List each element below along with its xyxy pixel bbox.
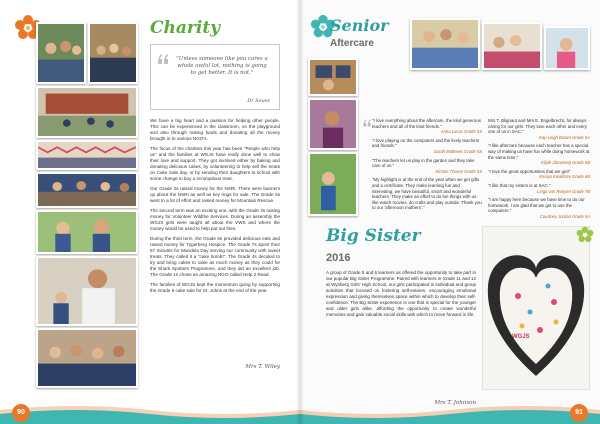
quote-item-text: "I love playing on the computers and the lively teachers and friends." [372, 137, 480, 149]
charity-paragraph: The families of WGJS kept the momentum going by supporting the Grade 5 cake sale for St. Johns at the end of the year. [150, 282, 280, 293]
photo-bunting-classroom [36, 140, 138, 170]
quote-item-text: "I like aftercare because each teacher has a special way of making us have fun while doing homework at the same time." [488, 143, 590, 160]
quote-item-author: Kesiya Kwakhize Grade 6B [539, 174, 590, 180]
quote-item-author: Linga van Rooyen Grade 7B [537, 188, 590, 194]
quote-marks-icon [362, 118, 372, 128]
charity-paragraph: We have a big heart and a passion for helping other people. This can be experienced in the classroom, on the playground and also through raising funds and donating all the money brought in to various NGO's. [150, 118, 280, 141]
big-sister-body: A group of Grade 5 and 6 learners as offered the opportunity to take part in our popular Big Sister Programme. Paired with learners in Grade 11 and 12 at Wynberg Girls' High School, our girls participated in individual and group activities that focused on fostering self-esteem, encouraging emotional expression and giving themselves space within which to develop their self-confidence. The Big Sister experience is one that is special for the younger and older girls alike, affording the opportunity to create wonderful memories and gain valuable social skills with which to move forward in life. [326, 270, 476, 317]
photo-group-seated [36, 172, 138, 208]
quotes-column-2 [488, 118, 590, 223]
quote-item [372, 118, 482, 135]
big-sister-signature: Mrs T. Johnson [434, 400, 476, 406]
charity-paragraph: Our Grade 2s raised money for the NSRI. There were banners up about the NSRI as well as key rings for sale. The Grade 5s went to a lot of effort and raised money for Mountain Rescue. [150, 186, 280, 203]
photo-girl-reading [308, 98, 358, 150]
book-gutter [296, 0, 304, 424]
charity-paragraph: The second term was an exciting one, with the Grade 3s raising money for Volunteer Wildfire Services. During an assembly the WGJS girls were taught all about the VWS and where the money would be used to help put out fires. [150, 208, 280, 231]
quote-item-text: "I like that my sisters is at SAC." [488, 182, 551, 188]
charity-paragraph: During the third term, the Grade 6s provided delicious eats and raised money for Tygerberg Hospice. The Grade 7s spent their 67 minutes for Mandela Day serving our community with sweet treats. They called it a "cake bomb!". The Grade 4s decided to try and bring cakes to raise as much money as they could for the Shark Spotters Programme, and they did an excellent job. The Grade 1s chose an amazing NGO called Help 2 Read. [150, 236, 280, 277]
big-sister-heading: Big Sister [326, 226, 421, 246]
quote-item-text: Mrs T. Blignaut and Mrs E. Engelbrecht, for always caring for our girls. They love each other and every one of us in SAC." [488, 118, 588, 135]
big-sister-year: 2016 [326, 252, 351, 264]
quote-marks-icon [156, 52, 170, 66]
charity-paragraph: The focus of the charities this year has been "People who help us" and the families at WGJS have really done well to show their love and support. They got involved either by baking and donating delicious cakes, by volunteering to help sell the treats on Cake Sale day, or by sending their daughters to school with some change to buy a scrumptious treat. [150, 146, 280, 181]
quote-item [488, 169, 590, 180]
photo-girls-outdoor [36, 210, 138, 254]
photo-cake-sale [36, 328, 138, 388]
flower-icon [576, 226, 594, 244]
quote-item [372, 158, 482, 175]
page-number: 91 [570, 404, 588, 422]
photo-man-with-children [36, 256, 138, 326]
heart-label: WGJS [512, 334, 530, 340]
bottom-wave [300, 400, 600, 424]
photo-garden-play [308, 152, 358, 216]
photo-school-courtyard [36, 86, 138, 138]
quote-item-author: Kirsten Thorne Grade 5S [435, 168, 482, 174]
photo-aftercare-group [482, 22, 542, 70]
quote-item-author: Courtney Jordan Grade 5A [539, 213, 590, 219]
quote-item [488, 118, 590, 140]
senior-heading: Senior [330, 16, 389, 35]
photo-aftercare-kids [410, 18, 480, 70]
photo-fundraiser-line [88, 22, 138, 84]
photo-computer-room [308, 58, 358, 96]
quote-attribution: Dr Seuss [247, 98, 270, 104]
quote-item-author: Elijah Zitoveneg Grade 6B [541, 160, 590, 166]
quote-item [488, 143, 590, 165]
heart-artwork [482, 226, 590, 390]
quote-item-text: "I love everything about the aftercare, the kind generous teachers and all of the kind friends." [372, 118, 481, 129]
charity-signature: Mrs T. Wiley [245, 364, 280, 370]
quote-item-author: Kay-Leigh Brown Grade 5A [539, 134, 590, 140]
quote-item-author: Sarah Mathews Grade 5S [433, 148, 482, 154]
quote-item [488, 183, 590, 194]
photo-aftercare-crafts [544, 26, 590, 70]
aftercare-subheading: Aftercare [330, 38, 374, 49]
quote-item-text: "I love the great opportunities that we get!" [488, 168, 571, 174]
bottom-wave [0, 400, 300, 424]
quote-item-text: "My highlight is at the end of the year when we get gifts and a certificate. They make learning fun and interesting, we have beautiful, smart and wonderful teachers. They make an effort to do fun things with us like watch movies, do crafts and play outside. Thank you to our 'afternoon mothers'." [372, 177, 482, 211]
quote-item-text: "The teachers let us play in the garden and they take care of us." [372, 157, 475, 169]
quote-item [488, 197, 590, 219]
charity-body [150, 118, 280, 298]
quote-text: "Unless someone like you cares a whole awful lot, nothing is going to get better. It is not." [176, 56, 268, 76]
photo-girls-group [36, 22, 86, 84]
quote-item [372, 177, 482, 211]
page-number: 90 [12, 404, 30, 422]
quotes-column-1 [372, 118, 482, 214]
quote-item-author: Anna Lucas Grade 5S [440, 129, 482, 135]
quote-item-text: "I am happy here because we have time to do our homework. I am glad that we get to use the computers." [488, 197, 585, 214]
charity-heading: Charity [150, 18, 221, 38]
right-page [300, 0, 600, 424]
quote-item [372, 138, 482, 155]
